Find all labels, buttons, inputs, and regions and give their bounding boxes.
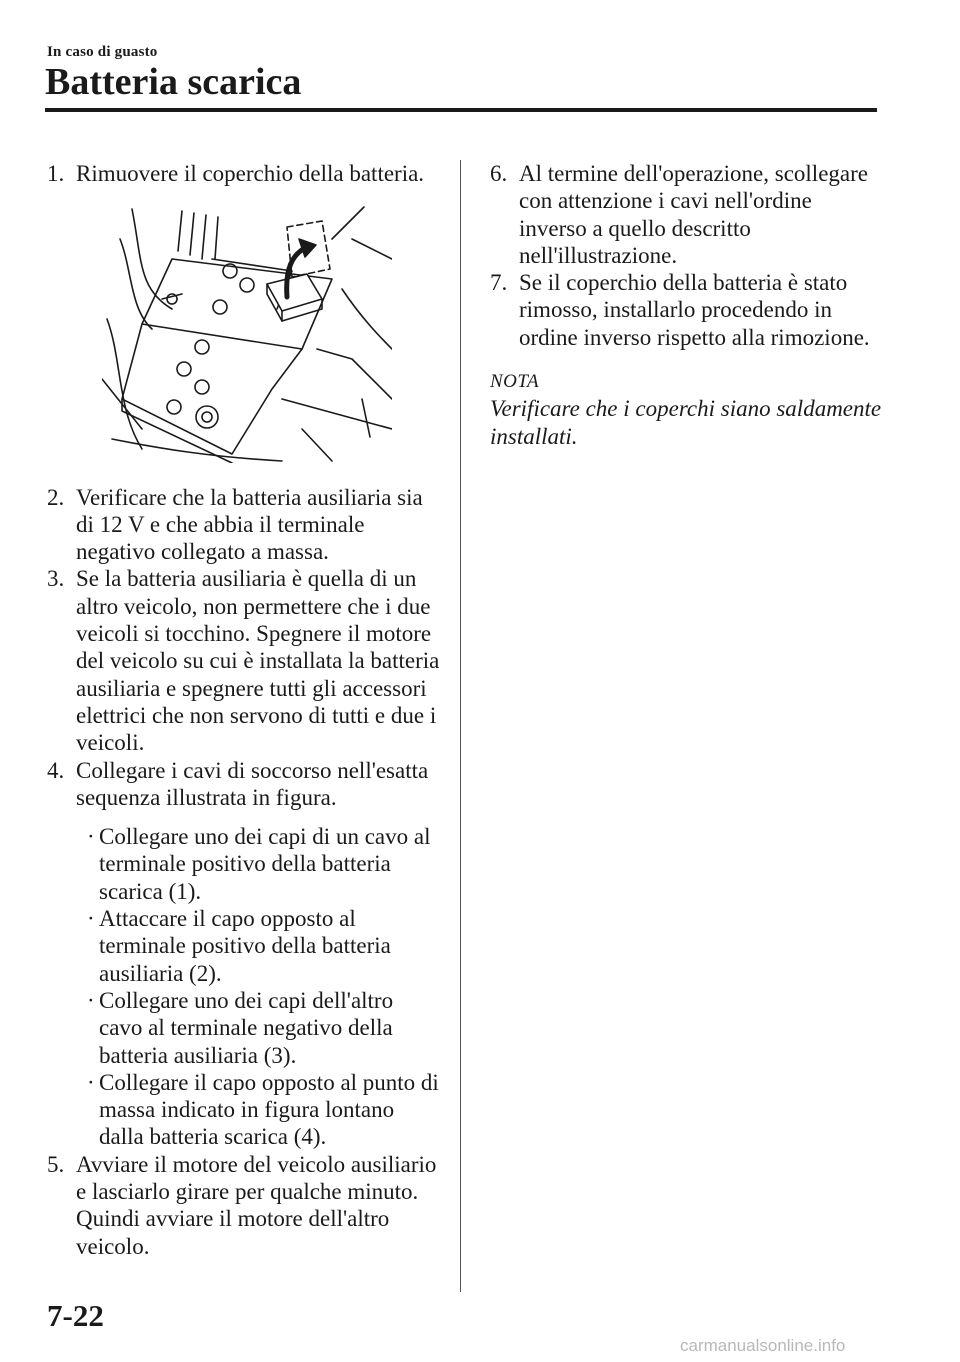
step-number: 4. bbox=[47, 757, 65, 783]
battery-cover-illustration bbox=[102, 199, 392, 463]
step-3 bbox=[47, 565, 440, 756]
step-6 bbox=[490, 160, 885, 269]
step-text: Se la batteria ausiliaria è quella di un altro veicolo, non permettere che i due veicoli si tocchino. Spegnere il motore del veicolo su cui è installata la batteria ausiliaria e spegnere tutti gli accessori elettrici che non servono di tutti e due i veicoli. bbox=[76, 566, 440, 756]
list-item bbox=[47, 905, 440, 987]
bullet-marker: · bbox=[87, 906, 95, 932]
step-4-bullets bbox=[47, 823, 440, 1151]
list-item bbox=[47, 1069, 440, 1151]
bullet-marker: · bbox=[87, 987, 95, 1013]
step-1 bbox=[47, 160, 440, 187]
note-text: Verificare che i coperchi siano saldamente installati. bbox=[490, 396, 882, 449]
bullet-marker: · bbox=[87, 1069, 95, 1095]
step-text: Avviare il motore del veicolo ausiliario e lasciarlo girare per qualche minuto. Quindi avviare il motore dell'altro veicolo. bbox=[76, 1151, 437, 1259]
bullet-text: Collegare il capo opposto al punto di massa indicato in figura lontano dalla batteria scarica (4). bbox=[99, 1069, 439, 1150]
step-text: Verificare che la batteria ausiliaria sia di 12 V e che abbia il terminale negativo collegato a massa. bbox=[76, 484, 423, 565]
step-2 bbox=[47, 484, 440, 566]
right-column bbox=[490, 160, 885, 450]
column-divider bbox=[460, 160, 461, 1292]
left-column bbox=[47, 160, 440, 1260]
title-rule bbox=[45, 108, 877, 112]
step-5 bbox=[47, 1151, 440, 1260]
bullet-text: Collegare uno dei capi dell'altro cavo al terminale negativo della batteria ausiliaria (3). bbox=[99, 987, 394, 1068]
step-4 bbox=[47, 757, 440, 812]
step-number: 3. bbox=[47, 566, 65, 592]
step-7 bbox=[490, 269, 885, 351]
step-number: 5. bbox=[47, 1151, 65, 1177]
step-number: 2. bbox=[47, 484, 65, 510]
step-text: Al termine dell'operazione, scollegare con attenzione i cavi nell'ordine inverso a quello descritto nell'illustrazione. bbox=[519, 161, 868, 268]
watermark: carmanualsonline.info bbox=[680, 1336, 846, 1355]
page-number: 7-22 bbox=[47, 1298, 104, 1333]
section-label: In caso di guasto bbox=[47, 44, 158, 60]
bullet-marker: · bbox=[87, 824, 95, 850]
step-text: Rimuovere il coperchio della batteria. bbox=[76, 161, 425, 186]
list-item bbox=[47, 823, 440, 905]
step-text: Se il coperchio della batteria è stato rimosso, installarlo procedendo in ordine inverso rispetto alla rimozione. bbox=[519, 270, 870, 350]
step-text: Collegare i cavi di soccorso nell'esatta sequenza illustrata in figura. bbox=[76, 757, 429, 810]
spacer bbox=[490, 351, 885, 359]
step-number: 1. bbox=[47, 161, 65, 186]
step-number: 7. bbox=[490, 270, 508, 296]
note-heading: NOTA bbox=[490, 371, 540, 393]
bullet-text: Collegare uno dei capi di un cavo al terminale positivo della batteria scarica (1). bbox=[99, 824, 431, 904]
page-title: Batteria scarica bbox=[45, 61, 302, 103]
bullet-text: Attaccare il capo opposto al terminale positivo della batteria ausiliaria (2). bbox=[99, 906, 391, 986]
step-number: 6. bbox=[490, 161, 508, 186]
list-item bbox=[47, 987, 440, 1069]
